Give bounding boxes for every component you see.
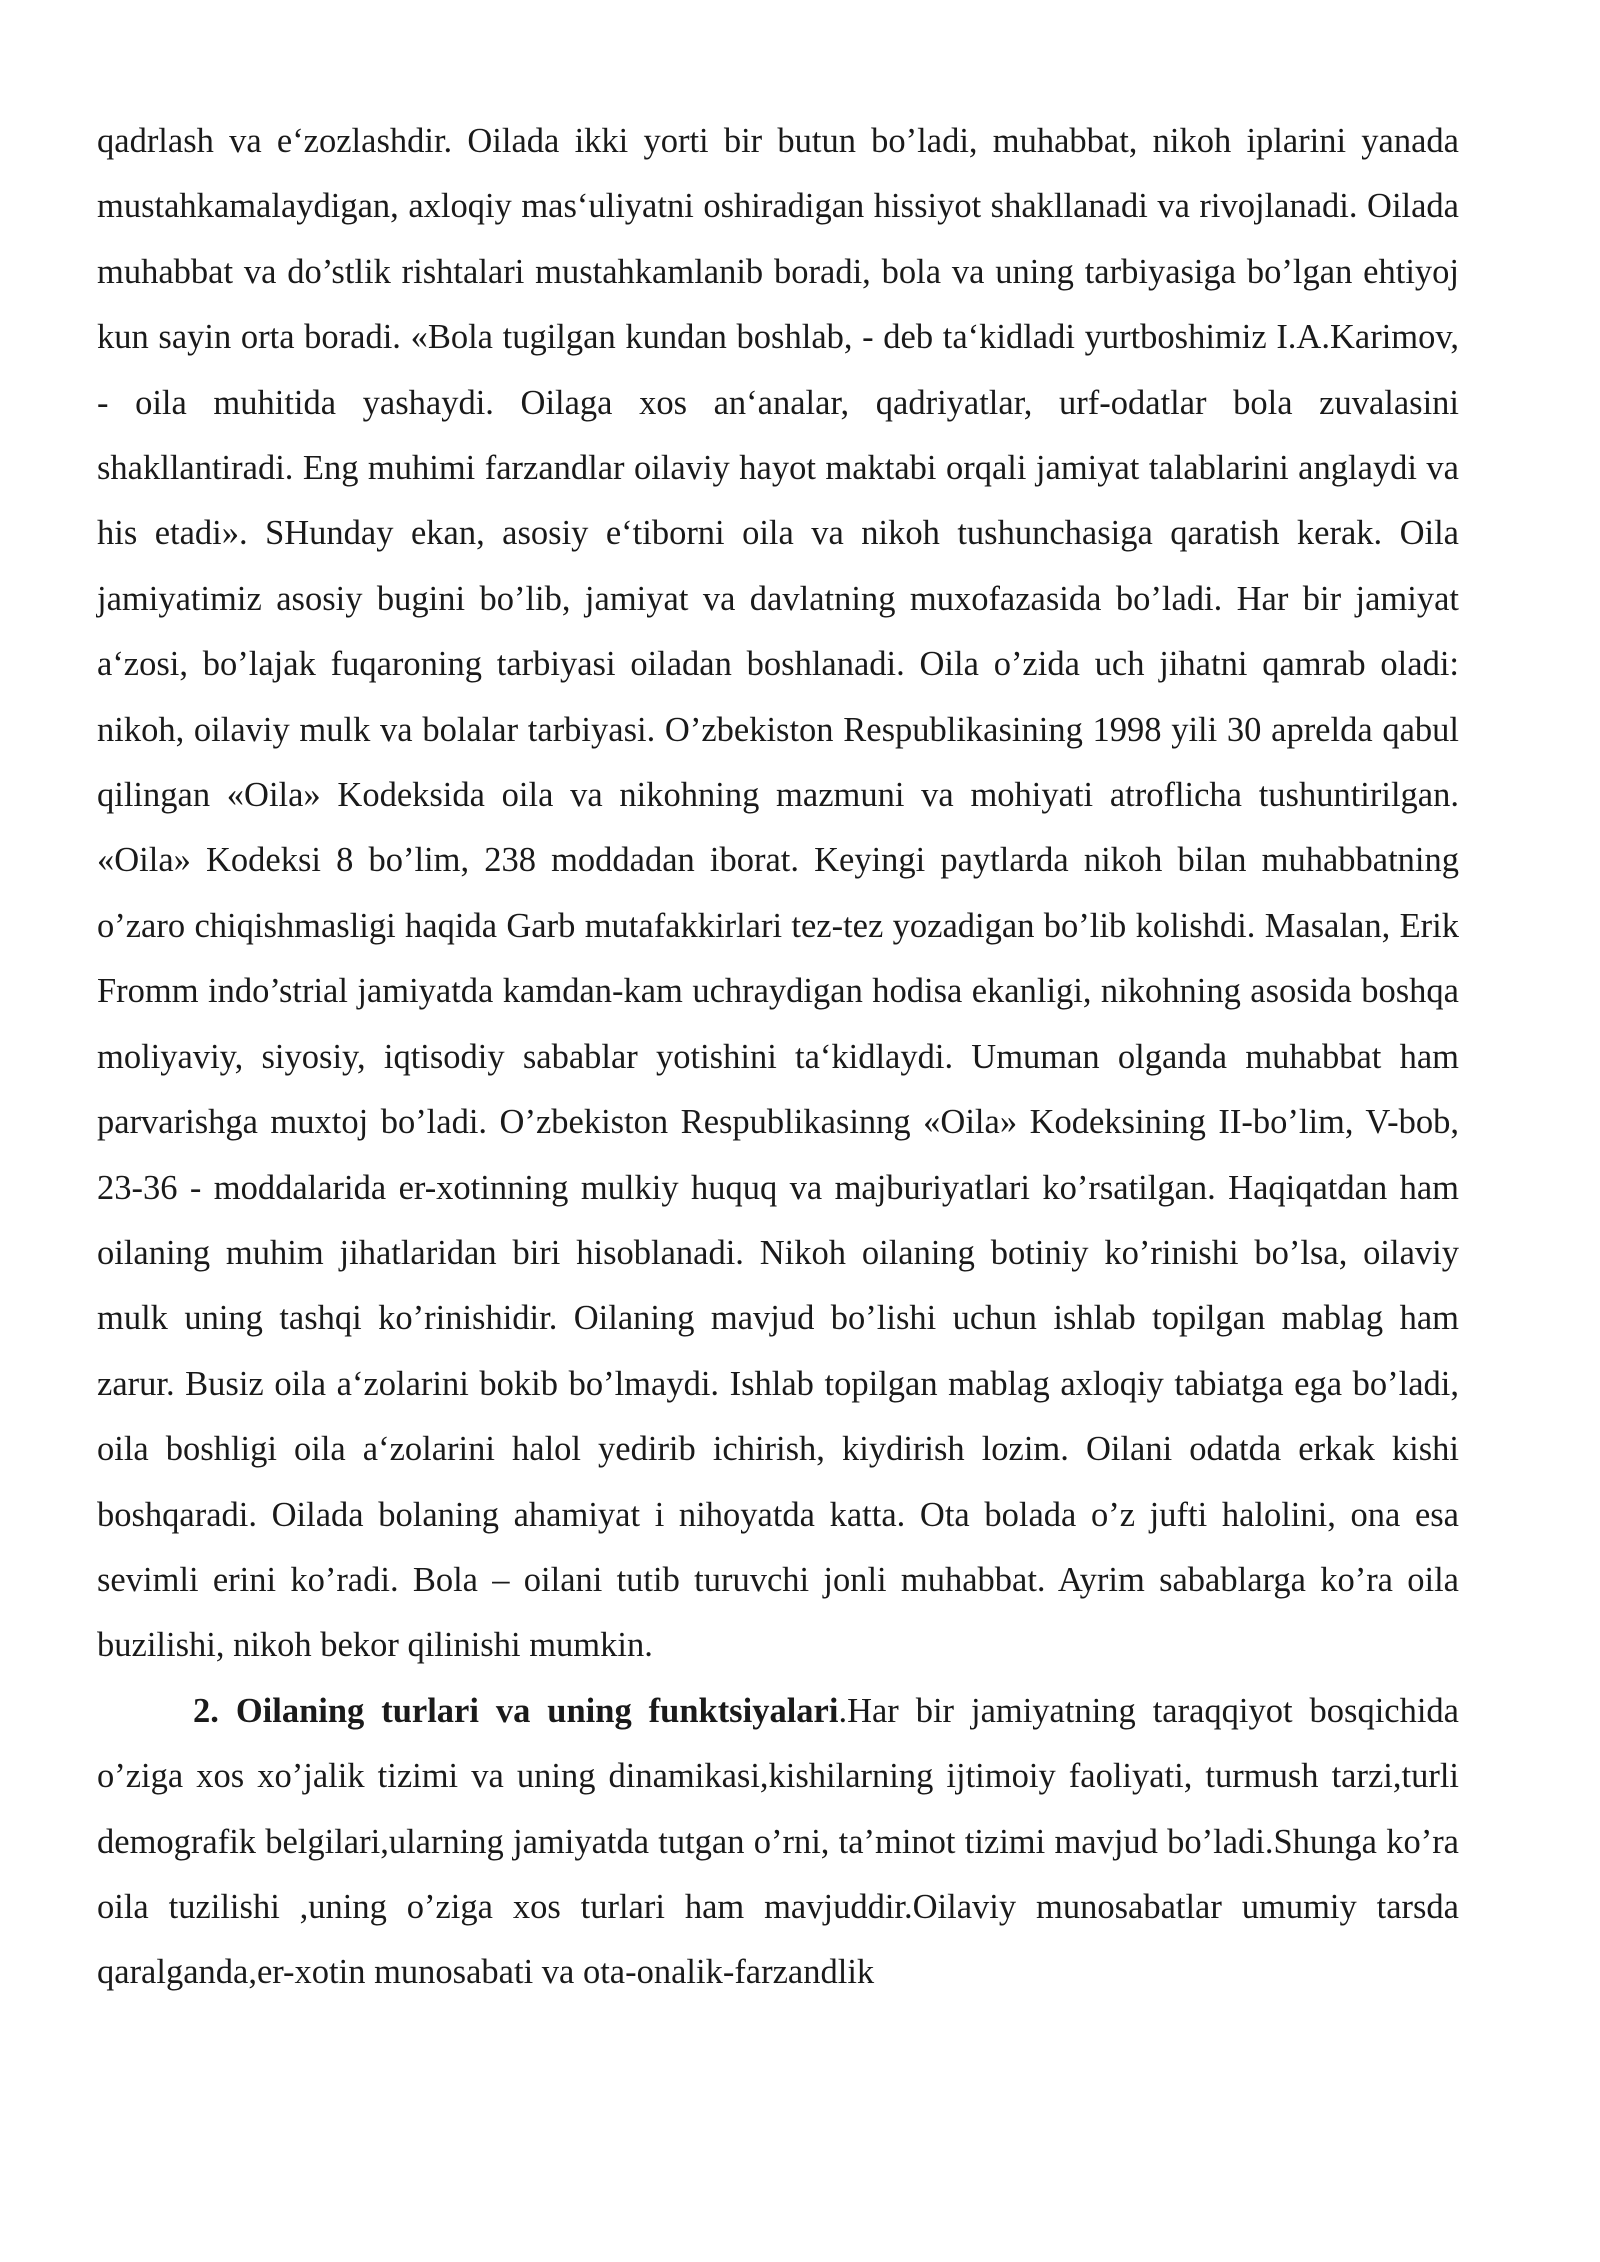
body-paragraph: qadrlash va e‘zozlashdir. Oilada ikki yorti bir butun bo’ladi, muhabbat, nikoh iplarini yanada mustahkamalaydigan, axloqiy mas‘uliyatni oshiradigan hissiyot shakllanadi va rivojlanadi. Oilada muhabbat va do’stlik rishtalari mustahkamlanib boradi, bola va uning tarbiyasiga bo’lgan ehtiyoj kun sayin orta boradi. «Bola tugilgan kundan boshlab, - deb ta‘kidladi yurtboshimiz I.A.Karimov, - oila muhitida yashaydi. Oilaga xos an‘analar, qadriyatlar, urf-odatlar bola zuvalasini shakllantiradi. Eng muhimi farzandlar oilaviy hayot maktabi orqali jamiyat talablarini anglaydi va his etadi». SHunday ekan, asosiy e‘tiborni oila va nikoh tushunchasiga qaratish kerak. Oila jamiyatimiz asosiy bugini bo’lib, jamiyat va davlatning muxofazasida bo’ladi. Har bir jamiyat a‘zosi, bo’lajak fuqaroning tarbiyasi oiladan boshlanadi. Oila o’zida uch jihatni qamrab oladi: nikoh, oilaviy mulk va bolalar tarbiyasi. O’zbekiston Respublikasining 1998 yili 30 aprelda qabul qilingan «Oila» Kodeksida oila va nikohning mazmuni va mohiyati atroflicha tushuntirilgan. «Oila» Kodeksi 8 bo’lim, 238 moddadan iborat. Keyingi paytlarda nikoh bilan muhabbatning o’zaro chiqishmasligi haqida Garb mutafakkirlari tez-tez yozadigan bo’lib kolishdi. Masalan, Erik Fromm indo’strial jamiyatda kamdan-kam uchraydigan hodisa ekanligi, nikohning asosida boshqa moliyaviy, siyosiy, iqtisodiy sabablar yotishini ta‘kidlaydi. Umuman olganda muhabbat ham parvarishga muxtoj bo’ladi. O’zbekiston Respublikasinng «Oila» Kodeksining II-bo’lim, V-bob, 23-36 - moddalarida er-xotinning mulkiy huquq va majburiyatlari ko’rsatilgan. Haqiqatdan ham oilaning muhim jihatlaridan biri hisoblanadi. Nikoh oilaning botiniy ko’rinishi bo’lsa, oilaviy mulk uning tashqi ko’rinishidir. Oilaning mavjud bo’lishi uchun ishlab topilgan mablag ham zarur. Busiz oila a‘zolarini bokib bo’lmaydi. Ishlab topilgan mablag axloqiy tabiatga ega bo’ladi, oila boshligi oila a‘zolarini halol yedirib ichirish, kiydirish lozim. Oilani odatda erkak kishi boshqaradi. Oilada bolaning ahamiyat i nihoyatda katta. Ota bolada o’z jufti halolini, ona esa sevimli erini ko’radi. Bola – oilani tutib turuvchi jonli muhabbat. Ayrim sabablarga ko’ra oila buzilishi, nikoh bekor qilinishi mumkin. [97,122,1459,1665]
section-paragraph [97,1679,1459,2006]
document-page [97,109,1459,2006]
section-body-text: .Har bir jamiyatning taraqqiyot bosqichida o’ziga xos xo’jalik tizimi va uning dinamikasi,kishilarning ijtimoiy faoliyati, turmush tarzi,turli demografik belgilari,ularning jamiyatda tutgan o’rni, ta’minot tizimi mavjud bo’ladi.Shunga ko’ra oila tuzilishi ,uning o’ziga xos turlari ham mavjuddir.Oilaviy munosabatlar umumiy tarsda qaralganda,er-xotin munosabati va ota-onalik-farzandlik [97,1691,1459,1992]
section-heading: 2. Oilaning turlari va uning funktsiyalari [193,1691,839,1730]
